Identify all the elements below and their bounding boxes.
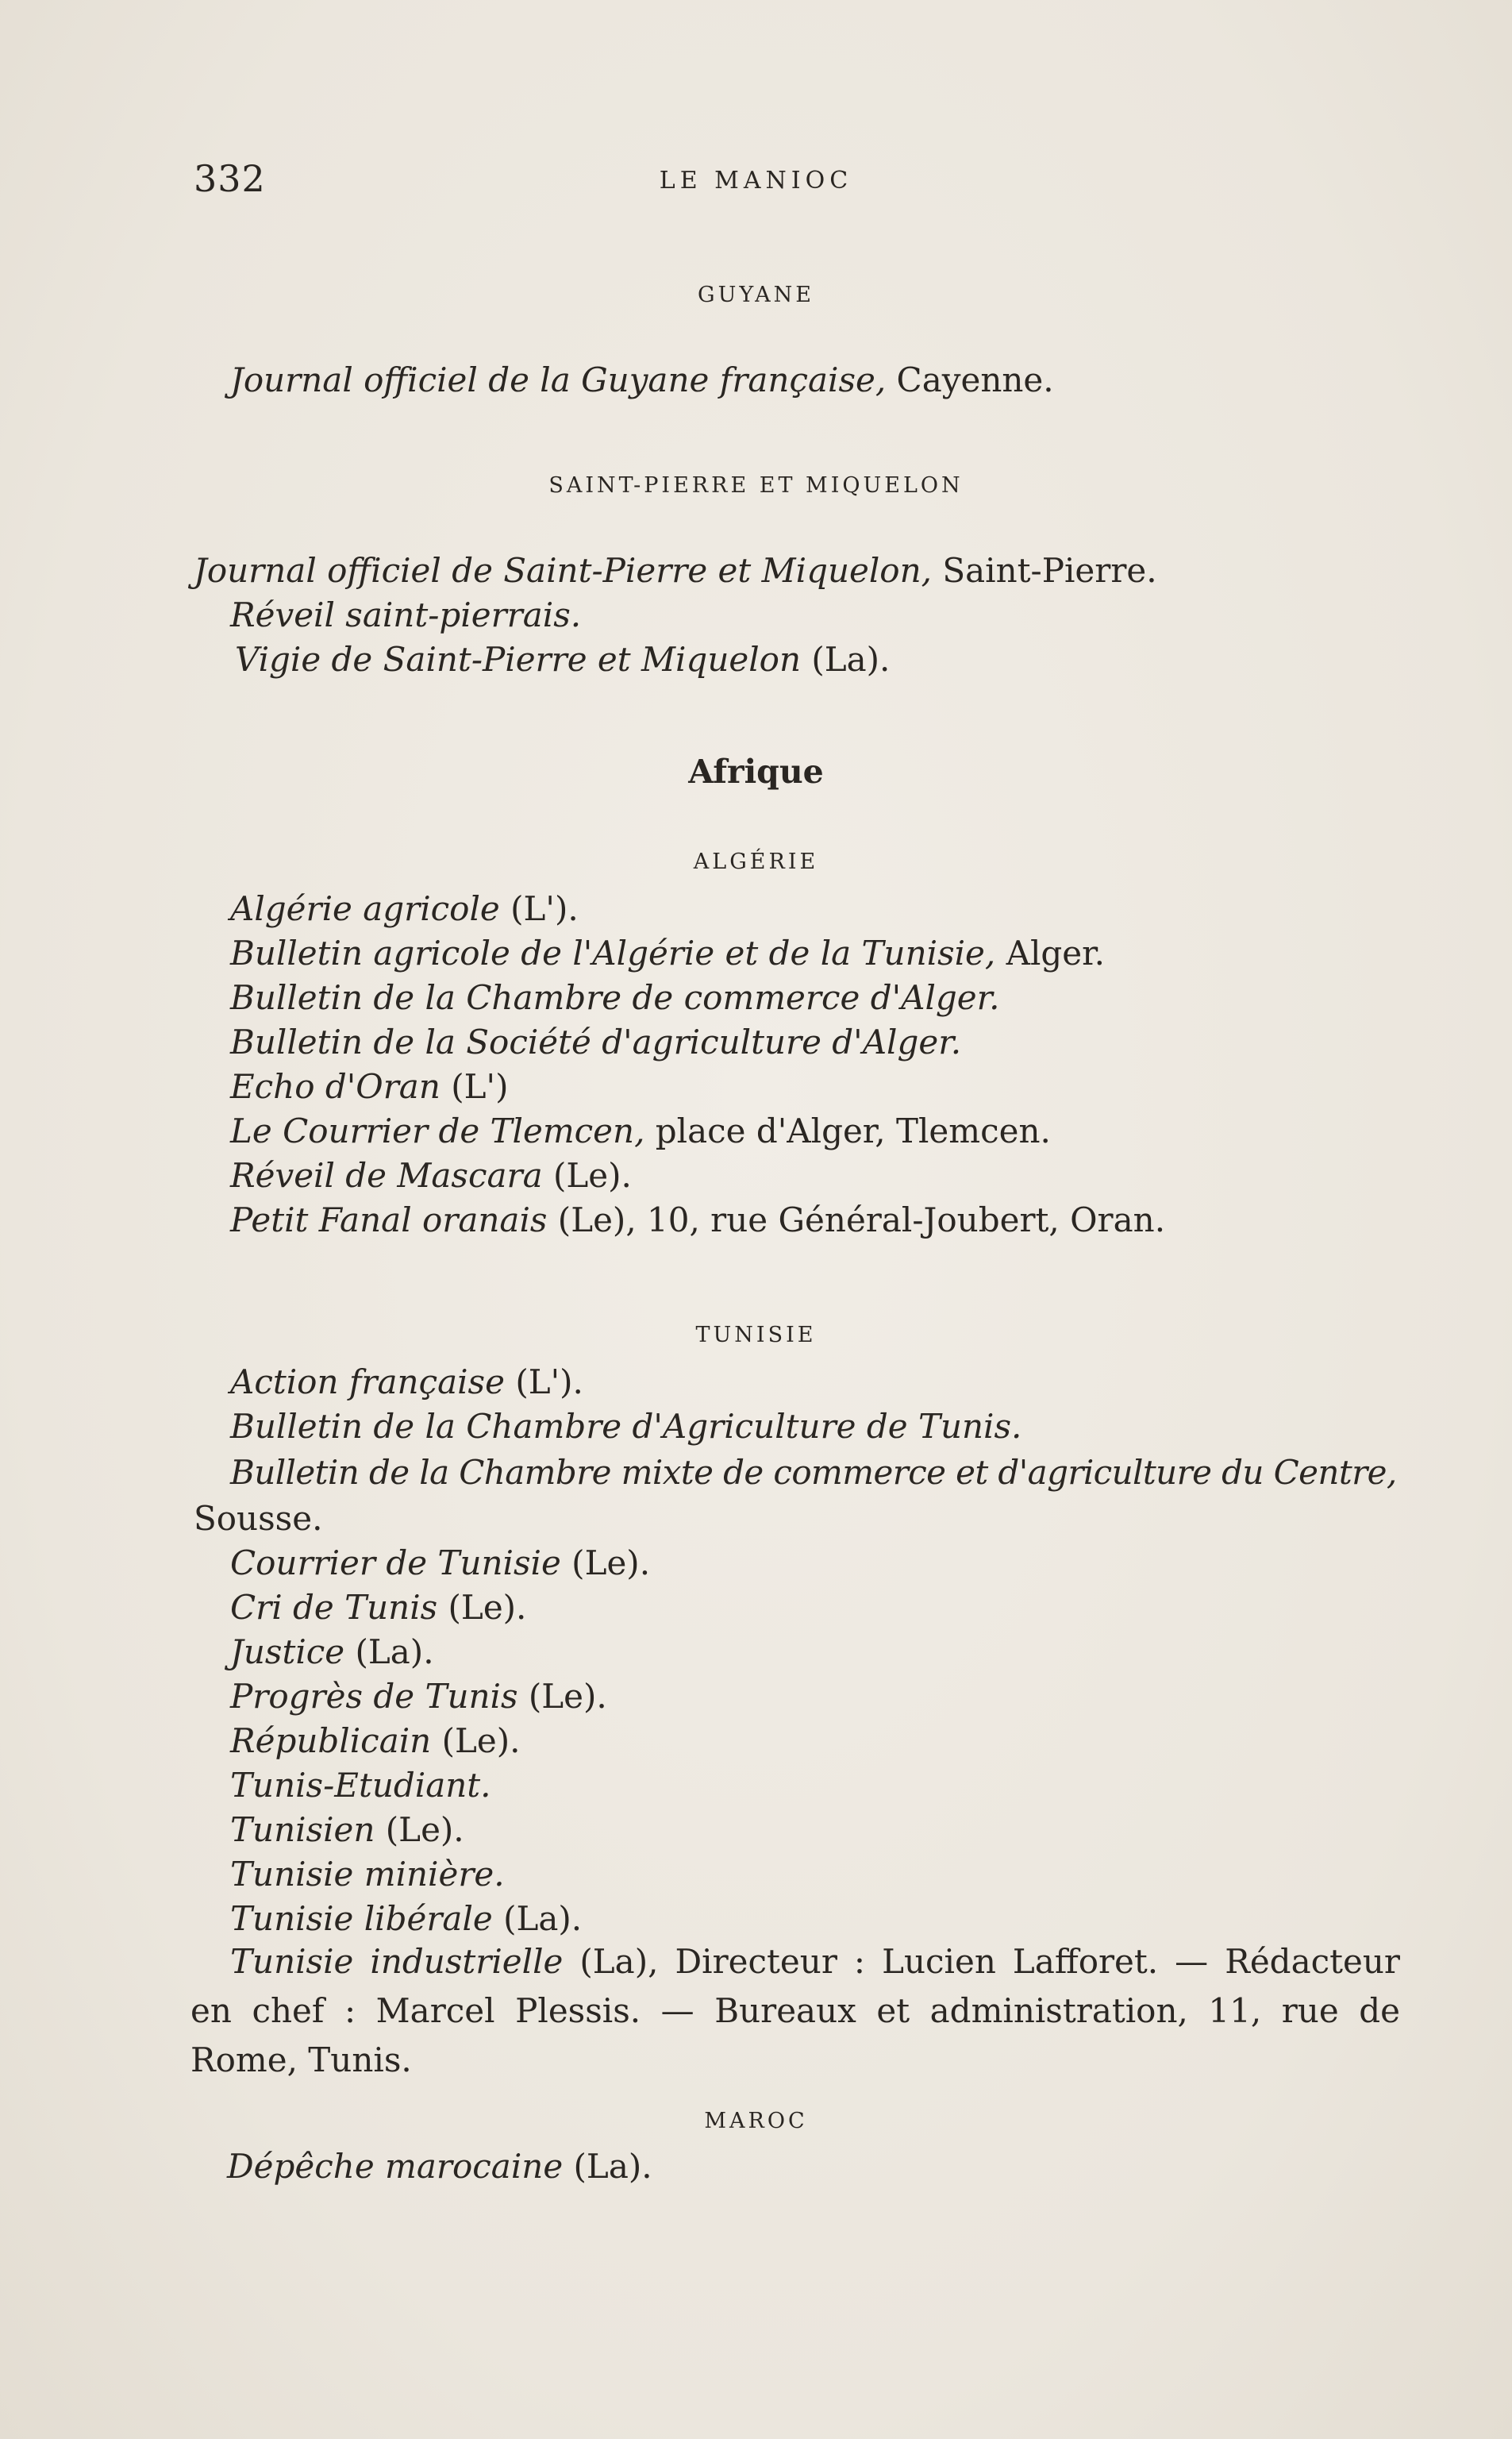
page-number: 332	[194, 157, 266, 200]
list-item: Tunisie libérale (La).	[230, 1899, 583, 1938]
list-item: Cri de Tunis (Le).	[230, 1588, 527, 1627]
list-item: Bulletin de la Chambre mixte de commerce et d'agriculture du Centre,	[230, 1453, 1397, 1492]
list-item: Bulletin agricole de l'Algérie et de la Tunisie, Alger.	[230, 934, 1105, 973]
list-item: Journal officiel de la Guyane française, Cayenne.	[230, 360, 1054, 399]
list-item: Justice (La).	[230, 1632, 434, 1671]
list-item: Vigie de Saint-Pierre et Miquelon (La).	[235, 640, 891, 679]
list-item: Courrier de Tunisie (Le).	[230, 1543, 651, 1582]
list-item-paragraph: Tunisie industrielle (La), Directeur : Lucien Lafforet. — Rédacteur en chef : Marcel Plessis. — Bureaux et administration, 11, rue de Rome, Tunis.	[190, 1942, 1400, 2079]
section-heading-guyane: GUYANE	[698, 283, 814, 307]
list-item: Echo d'Oran (L')	[230, 1067, 509, 1106]
list-item: Réveil de Mascara (Le).	[230, 1156, 632, 1195]
list-item: Tunisie minière.	[230, 1855, 505, 1894]
part-heading-afrique: Afrique	[688, 753, 824, 791]
running-title: LE MANIOC	[659, 167, 853, 195]
section-heading-maroc: MAROC	[704, 2109, 808, 2133]
list-item: Bulletin de la Chambre de commerce d'Alger.	[230, 978, 1000, 1017]
list-item: Le Courrier de Tlemcen, place d'Alger, Tlemcen.	[230, 1112, 1051, 1150]
list-item: Républicain (Le).	[230, 1721, 521, 1760]
section-heading-algerie: ALGÉRIE	[693, 850, 819, 874]
list-item: Réveil saint-pierrais.	[230, 595, 582, 634]
section-heading-tunisie: TUNISIE	[695, 1323, 817, 1347]
list-item: Progrès de Tunis (Le).	[230, 1677, 607, 1716]
list-item: Action française (L').	[230, 1362, 583, 1401]
list-item-continuation: Sousse.	[194, 1499, 323, 1538]
list-item: Bulletin de la Chambre d'Agriculture de Tunis.	[230, 1407, 1022, 1446]
list-item: Journal officiel de Saint-Pierre et Miquelon, Saint-Pierre.	[194, 551, 1157, 590]
list-item: Tunisien (Le).	[230, 1810, 464, 1849]
list-item: Tunis-Etudiant.	[230, 1766, 491, 1805]
list-item: Petit Fanal oranais (Le), 10, rue Général-Joubert, Oran.	[230, 1200, 1166, 1239]
list-item: Bulletin de la Société d'agriculture d'Alger.	[230, 1023, 962, 1062]
list-item: Algérie agricole (L').	[230, 889, 579, 928]
list-item: Dépêche marocaine (La).	[227, 2147, 652, 2186]
section-heading-saint-pierre-et-miquelon: SAINT-PIERRE ET MIQUELON	[548, 473, 964, 498]
